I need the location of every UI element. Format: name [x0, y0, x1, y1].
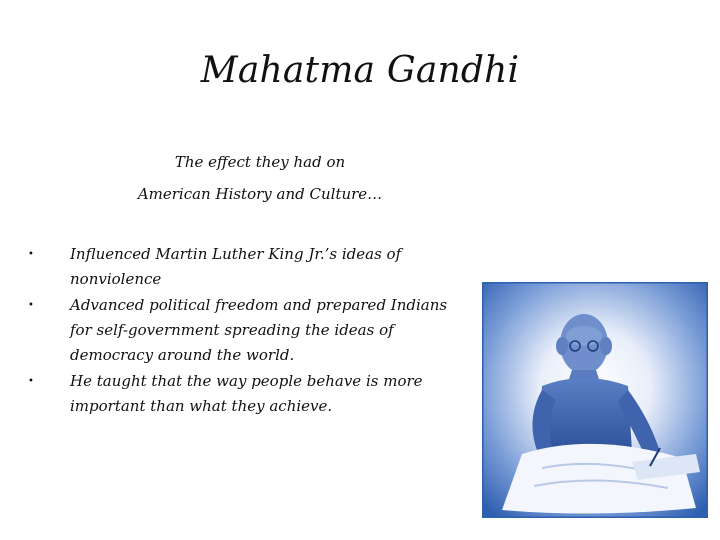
bullet-dot: •	[28, 249, 34, 260]
subtitle-line-2: American History and Culture…	[137, 185, 383, 203]
bullet-item	[28, 242, 468, 292]
bullet-text: He taught that the way people behave is more important than what they achieve.	[70, 372, 423, 415]
bullet-item	[28, 293, 468, 368]
bullet-dot: •	[28, 376, 34, 387]
subtitle-line-1: The effect they had on	[174, 153, 346, 171]
bullet-dot: •	[28, 300, 34, 311]
bullet-list	[28, 242, 468, 420]
bullet-text: Influenced Martin Luther King Jr.’s ideas of nonviolence	[70, 245, 402, 288]
slide-subtitle	[110, 146, 410, 210]
portrait-photo	[482, 282, 708, 518]
slide-title: Mahatma Gandhi	[200, 50, 520, 91]
bullet-item	[28, 369, 468, 419]
portrait-photo-icon	[482, 282, 708, 518]
bullet-text: Advanced political freedom and prepared Indians for self-government spreading the ideas of democracy around the world.	[70, 296, 448, 364]
